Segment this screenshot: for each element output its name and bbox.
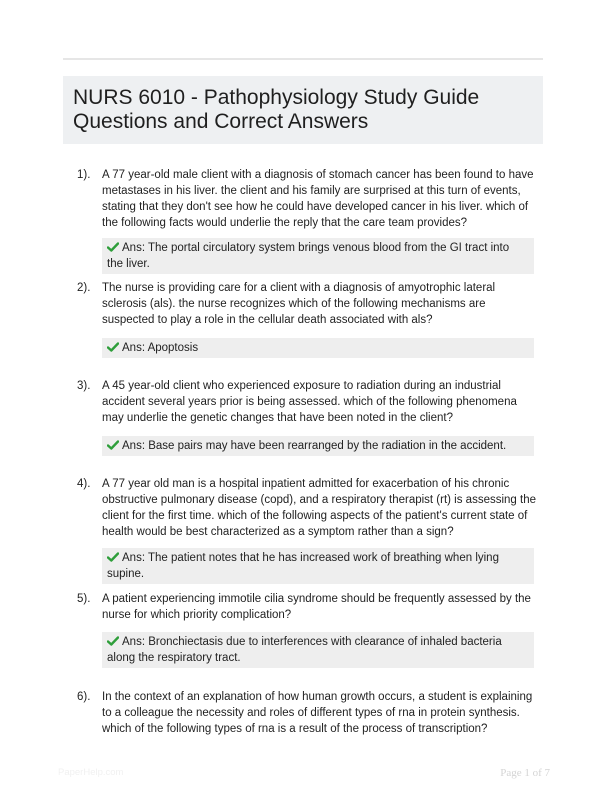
check-icon — [107, 242, 119, 252]
footer-watermark: PaperHelp.com — [58, 767, 124, 778]
answer-text: Ans: The portal circulatory system brings venous blood from the GI tract into the liver. — [107, 242, 510, 270]
question-text: A 77 year old man is a hospital inpatient admitted for exacerbation of his chronic obstructive pulmonary disease (copd), and a respiratory therapist (rt) is assessing the client for the first time. which of the following aspects of the patient's current state of health would be best characterized as a symptom rather than a sign? — [102, 478, 537, 538]
question-text: A 45 year-old client who experienced exposure to radiation during an industrial accident several years prior is being assessed. which of the following phenomena may underlie the genetic changes that have been noted in the client? — [102, 380, 517, 424]
question-number: 5). — [77, 593, 91, 605]
answer-box — [102, 632, 534, 668]
question-number: 6). — [77, 691, 91, 703]
title-box — [63, 76, 543, 144]
question-number: 4). — [77, 478, 91, 490]
answer-box — [102, 548, 534, 584]
question-number: 1). — [77, 169, 91, 181]
question-text: In the context of an explanation of how human growth occurs, a student is explaining to a colleague the necessity and roles of different types of rna in protein synthesis. which of the following types of rna is a result of the process of transcription? — [102, 691, 533, 735]
check-icon — [107, 636, 119, 646]
question-number: 2). — [77, 282, 91, 294]
question-text: A 77 year-old male client with a diagnosis of stomach cancer has been found to have metastases in his liver. the client and his family are surprised at this turn of events, stating that they don't see how he could have developed cancer in his liver. which of the following facts would underlie the reply that the care team provides? — [102, 169, 534, 229]
page-title: NURS 6010 - Pathophysiology Study Guide Questions and Correct Answers — [73, 86, 480, 133]
question-text: The nurse is providing care for a client with a diagnosis of amyotrophic lateral sclerosis (als). the nurse recognizes which of the following mechanisms are suspected to play a role in the cellular death associated with als? — [102, 282, 496, 326]
answer-box — [102, 436, 534, 456]
answer-box — [102, 238, 534, 274]
check-icon — [107, 552, 119, 562]
question-text: A patient experiencing immotile cilia syndrome should be frequently assessed by the nurse for which priority complication? — [102, 593, 531, 621]
answer-text: Ans: Bronchiectasis due to interferences with clearance of inhaled bacteria along the respiratory tract. — [107, 636, 502, 664]
check-icon — [107, 342, 119, 352]
answer-text: Ans: Apoptosis — [122, 342, 199, 354]
answer-text: Ans: Base pairs may have been rearranged by the radiation in the accident. — [122, 440, 507, 452]
top-divider — [63, 58, 543, 60]
question-number: 3). — [77, 380, 91, 392]
answer-text: Ans: The patient notes that he has increased work of breathing when lying supine. — [107, 552, 499, 580]
answer-box — [102, 338, 534, 358]
page-indicator: Page 1 of 7 — [500, 767, 550, 779]
check-icon — [107, 440, 119, 450]
